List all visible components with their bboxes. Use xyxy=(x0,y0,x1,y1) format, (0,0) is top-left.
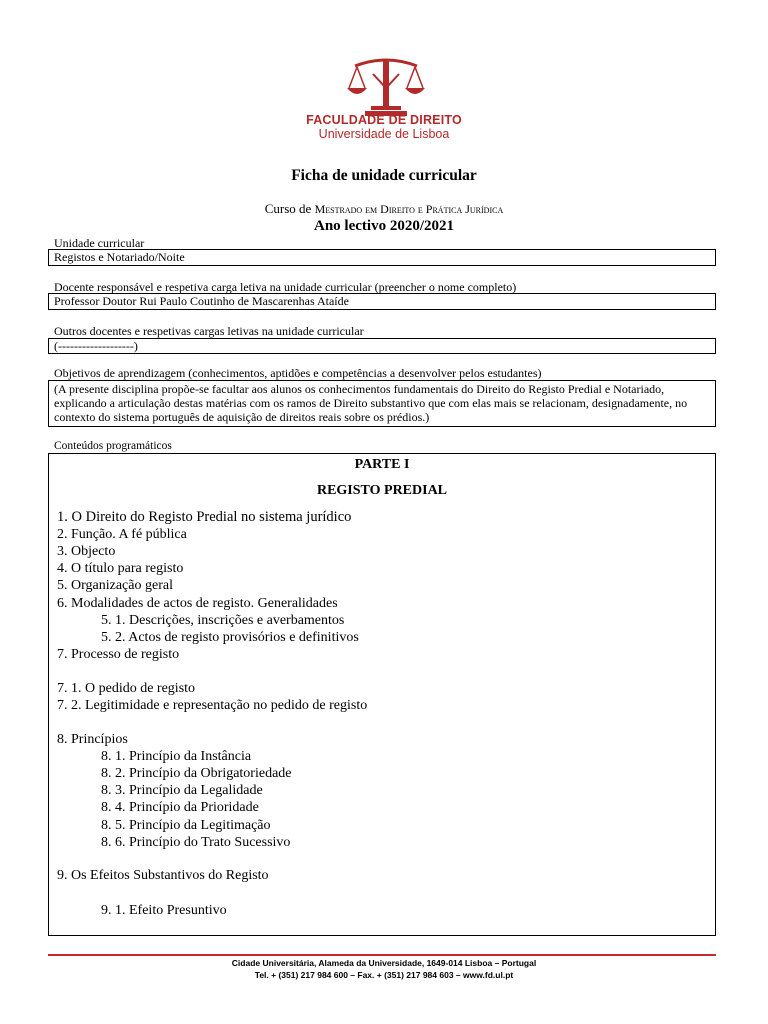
university-name: Universidade de Lisboa xyxy=(318,127,450,141)
contents-subitem: 5. 1. Descrições, inscrições e averbamentos xyxy=(101,613,345,628)
footer-contacts: Tel. + (351) 217 984 600 – Fax. + (351) 217 984 603 – www.fd.ul.pt xyxy=(254,970,514,980)
contents-subitem: 5. 2. Actos de registo provisórios e definitivos xyxy=(101,630,359,645)
contents-subitem: 8. 4. Princípio da Prioridade xyxy=(101,800,259,815)
contents-subitem: 8. 1. Princípio da Instância xyxy=(101,749,252,764)
academic-year: Ano lectivo 2020/2021 xyxy=(314,218,454,234)
field-label-unit: Unidade curricular xyxy=(54,236,145,250)
contents-subitem: 8. 3. Princípio da Legalidade xyxy=(101,783,263,798)
contents-item: 7. 1. O pedido de registo xyxy=(57,681,196,696)
course-prefix: Curso de xyxy=(264,201,312,216)
contents-subitem: 8. 6. Princípio do Trato Sucessivo xyxy=(101,835,291,850)
contents-item: 8. Princípios xyxy=(57,732,128,747)
course-line xyxy=(0,201,768,217)
contents-label: Conteúdos programáticos xyxy=(54,440,172,452)
footer-divider xyxy=(48,954,716,956)
contents-item: 5. Organização geral xyxy=(57,578,173,593)
contents-item: 7. 2. Legitimidade e representação no pedido de registo xyxy=(57,698,368,713)
contents-item: 9. Os Efeitos Substantivos do Registo xyxy=(57,868,269,883)
field-value-lead-teacher: Professor Doutor Rui Paulo Coutinho de Mascarenhas Ataíde xyxy=(48,293,716,310)
part-heading: PARTE I xyxy=(354,457,410,472)
contents-item: 1. O Direito do Registo Predial no sistema jurídico xyxy=(57,509,352,525)
footer-address: Cidade Universitária, Alameda da Universidade, 1649-014 Lisboa – Portugal xyxy=(231,958,537,968)
part-title: REGISTO PREDIAL xyxy=(316,483,448,498)
field-label-other-teachers: Outros docentes e respetivas cargas letivas na unidade curricular xyxy=(54,324,364,338)
field-label-objectives: Objetivos de aprendizagem (conhecimentos, aptidões e competências a desenvolver pelos estudantes) xyxy=(54,366,542,380)
contents-subitem: 8. 5. Princípio da Legitimação xyxy=(101,818,271,833)
field-value-objectives: (A presente disciplina propõe-se facultar aos alunos os conhecimentos fundamentais do Direito do Registo Predial e Notariado, explicando a articulação destas matérias com os ramos de Direito substantivo que com elas mais se relacionam, designadamente, no contexto do sistema português de aquisição de direitos reais sobre os prédios.) xyxy=(48,380,716,427)
field-value-unit: Registos e Notariado/Noite xyxy=(48,249,716,266)
contents-item: 3. Objecto xyxy=(57,544,116,559)
contents-item: 4. O título para registo xyxy=(57,561,184,576)
contents-item: 7. Processo de registo xyxy=(57,647,180,662)
contents-subitem: 8. 2. Princípio da Obrigatoriedade xyxy=(101,766,292,781)
contents-item: 6. Modalidades de actos de registo. Generalidades xyxy=(57,596,338,611)
contents-subitem: 9. 1. Efeito Presuntivo xyxy=(101,903,227,918)
field-value-other-teachers: (-------------------) xyxy=(48,338,716,354)
contents-item: 2. Função. A fé pública xyxy=(57,527,187,542)
scales-of-justice-logo-icon xyxy=(343,56,429,118)
document-title: Ficha de unidade curricular xyxy=(291,167,477,184)
field-label-lead-teacher: Docente responsável e respetiva carga letiva na unidade curricular (preencher o nome completo) xyxy=(54,280,517,294)
program-contents-box xyxy=(48,453,716,936)
faculty-name: FACULDADE DE DIREITO xyxy=(306,113,462,127)
course-name: Mestrado em Direito e Prática Jurídica xyxy=(314,202,504,216)
